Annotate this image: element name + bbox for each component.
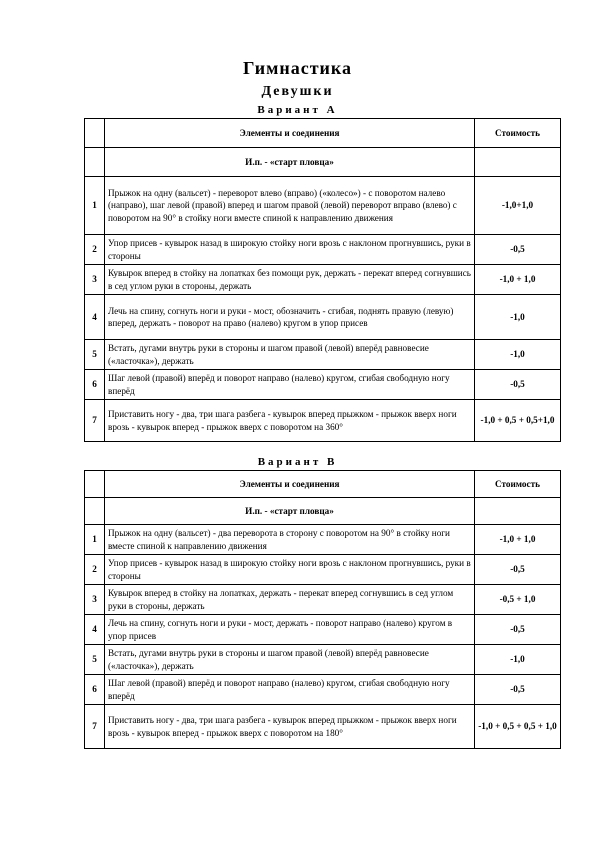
row-cost: -0,5 [475, 675, 561, 705]
row-cost: -1,0 + 1,0 [475, 265, 561, 295]
row-elements: Встать, дугами внутрь руки в стороны и шагом правой (левой) вперёд равновесие («ласточка»), держать [105, 340, 475, 370]
table-row [85, 555, 561, 585]
row-elements: Лечь на спину, согнуть ноги и руки - мост, обозначить - сгибая, поднять правую (левую) вперед, держать - поворот на право (налево) кругом в упор присев [105, 295, 475, 340]
row-cost: -1,0+1,0 [475, 177, 561, 235]
empty-cell [85, 148, 105, 177]
row-cost: -1,0 + 1,0 [475, 525, 561, 555]
row-number: 7 [85, 705, 105, 749]
row-elements: Кувырок вперед в стойку на лопатках без помощи рук, держать - перекат вперед согнувшись в сед углом руки в стороны, держать [105, 265, 475, 295]
row-number: 1 [85, 525, 105, 555]
header-cost: Стоимость [475, 119, 561, 148]
variant-b-label: Вариант В [257, 456, 338, 468]
row-elements: Лечь на спину, согнуть ноги и руки - мост, держать - поворот направо (налево) кругом в упор присев [105, 615, 475, 645]
header-cost: Стоимость [475, 471, 561, 498]
row-number: 4 [85, 295, 105, 340]
row-elements: Кувырок вперед в стойку на лопатках, держать - перекат вперед согнувшись в сед углом руки в стороны, держать [105, 585, 475, 615]
table-header-row [85, 471, 561, 498]
table-row [85, 400, 561, 442]
empty-cell [475, 148, 561, 177]
row-number: 5 [85, 340, 105, 370]
row-elements: Шаг левой (правой) вперёд и поворот направо (налево) кругом, сгибая свободную ногу вперёд [105, 370, 475, 400]
table-row [85, 525, 561, 555]
empty-cell [475, 498, 561, 525]
row-elements: Упор присев - кувырок назад в широкую стойку ноги врозь с наклоном прогнувшись, руки в стороны [105, 555, 475, 585]
row-number: 3 [85, 265, 105, 295]
start-position-row [85, 148, 561, 177]
row-elements: Шаг левой (правой) вперёд и поворот направо (налево) кругом, сгибая свободную ногу вперёд [105, 675, 475, 705]
table-row [85, 675, 561, 705]
row-elements: Прыжок на одну (вальсет) - переворот влево (вправо) («колесо») - с поворотом налево (направо), шаг левой (правой) вперед и шагом правой (левой) переворот вправо (влево) с поворотом на 90° в стойку ноги вместе спиной к направлению движения [105, 177, 475, 235]
row-elements: Встать, дугами внутрь руки в стороны и шагом правой (левой) вперёд равновесие («ласточка»), держать [105, 645, 475, 675]
header-elements: Элементы и соединения [105, 119, 475, 148]
row-number: 6 [85, 370, 105, 400]
table-row [85, 235, 561, 265]
row-cost: -0,5 [475, 370, 561, 400]
table-header-row [85, 119, 561, 148]
row-elements: Прыжок на одну (вальсет) - два переворота в сторону с поворотом на 90° в стойку ноги вместе спиной к направлению движения [105, 525, 475, 555]
row-elements: Приставить ногу - два, три шага разбега - кувырок вперед прыжком - прыжок вверх ноги врозь - кувырок вперед - прыжок вверх с поворотом на 180° [105, 705, 475, 749]
row-number: 4 [85, 615, 105, 645]
row-cost: -1,0 [475, 295, 561, 340]
table-row [85, 340, 561, 370]
variant-a-label: Вариант А [257, 104, 338, 116]
row-cost: -1,0 + 0,5 + 0,5 + 1,0 [475, 705, 561, 749]
row-number: 2 [85, 555, 105, 585]
row-cost: -1,0 [475, 340, 561, 370]
header-elements: Элементы и соединения [105, 471, 475, 498]
row-cost: -0,5 [475, 235, 561, 265]
table-row [85, 645, 561, 675]
variant-b-table [84, 470, 561, 749]
row-cost: -1,0 + 0,5 + 0,5+1,0 [475, 400, 561, 442]
row-number: 3 [85, 585, 105, 615]
table-row [85, 265, 561, 295]
start-position: И.п. - «старт пловца» [105, 148, 475, 177]
table-row [85, 585, 561, 615]
table-row [85, 370, 561, 400]
page-title: Гимнастика [242, 58, 353, 78]
empty-cell [85, 498, 105, 525]
row-elements: Упор присев - кувырок назад в широкую стойку ноги врозь с наклоном прогнувшись, руки в стороны [105, 235, 475, 265]
row-cost: -0,5 [475, 555, 561, 585]
row-cost: -0,5 [475, 615, 561, 645]
row-cost: -1,0 [475, 645, 561, 675]
row-number: 1 [85, 177, 105, 235]
variant-a-table [84, 118, 561, 442]
header-num-cell [85, 119, 105, 148]
table-row [85, 177, 561, 235]
page-subtitle: Девушки [261, 84, 334, 99]
row-number: 2 [85, 235, 105, 265]
row-elements: Приставить ногу - два, три шага разбега - кувырок вперед прыжком - прыжок вверх ноги врозь - кувырок вперед - прыжок вверх с поворотом на 360° [105, 400, 475, 442]
header-num-cell [85, 471, 105, 498]
row-cost: -0,5 + 1,0 [475, 585, 561, 615]
row-number: 7 [85, 400, 105, 442]
row-number: 5 [85, 645, 105, 675]
start-position-row [85, 498, 561, 525]
table-row [85, 295, 561, 340]
row-number: 6 [85, 675, 105, 705]
table-row [85, 705, 561, 749]
table-row [85, 615, 561, 645]
start-position: И.п. - «старт пловца» [105, 498, 475, 525]
